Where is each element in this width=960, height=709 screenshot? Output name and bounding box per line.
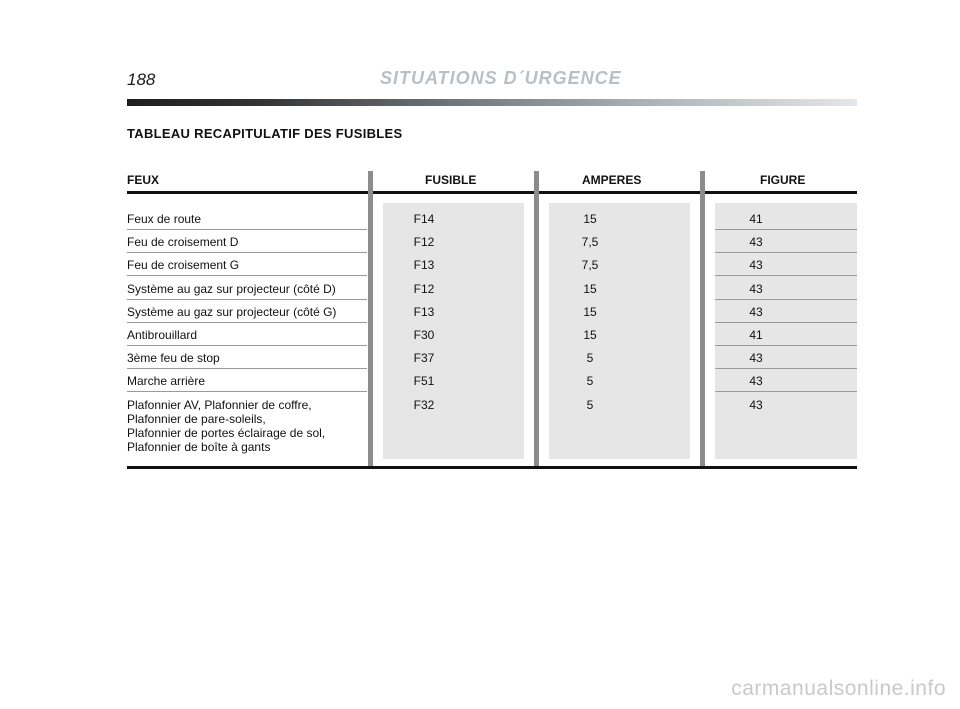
feux-line: Plafonnier de portes éclairage de sol,	[127, 425, 326, 440]
fusible-cell: F14	[413, 212, 435, 226]
figure-cell: 41	[749, 328, 763, 342]
column-divider	[700, 171, 705, 468]
feux-line: Marche arrière	[127, 374, 206, 389]
figure-cell: 43	[749, 235, 763, 250]
column-header-feux: FEUX	[127, 173, 160, 187]
feux-cell	[127, 235, 238, 249]
feux-line: Système au gaz sur projecteur (côté G)	[127, 304, 337, 319]
column-divider	[368, 171, 373, 468]
row-separator	[715, 229, 857, 230]
feux-line: Feu de croisement D	[127, 235, 239, 250]
figure-cell: 43	[749, 374, 763, 389]
amperes-cell: 15	[583, 328, 597, 342]
amperes-cell: 7,5	[581, 258, 599, 273]
figure-cell: 43	[749, 397, 763, 412]
row-separator	[127, 229, 367, 230]
row-separator	[127, 299, 367, 300]
amperes-cell: 5	[586, 374, 594, 389]
feux-cell	[127, 374, 205, 388]
fusible-cell: F12	[413, 235, 435, 250]
feux-line: Plafonnier AV, Plafonnier de coffre,	[127, 397, 312, 412]
page-number: 188	[127, 70, 156, 89]
column-header-amperes: AMPERES	[582, 173, 642, 187]
row-separator	[715, 368, 857, 369]
row-separator	[715, 345, 857, 346]
row-separator	[715, 275, 857, 276]
amperes-cell: 15	[583, 304, 597, 319]
row-separator	[127, 322, 367, 323]
table-bottom-rule	[127, 466, 857, 469]
feux-line: Feux de route	[127, 212, 202, 226]
feux-line: 3ème feu de stop	[127, 351, 220, 366]
figure-cell: 41	[749, 212, 763, 226]
amperes-cell: 7,5	[581, 235, 599, 250]
row-separator	[127, 252, 367, 253]
column-divider	[534, 171, 539, 468]
row-separator	[127, 275, 367, 276]
feux-cell	[127, 305, 336, 319]
figure-cell: 43	[749, 351, 763, 366]
fusible-cell: F37	[413, 351, 435, 366]
amperes-cell: 15	[583, 281, 597, 296]
row-separator	[715, 299, 857, 300]
feux-line: Système au gaz sur projecteur (côté D)	[127, 281, 336, 296]
row-separator	[127, 368, 367, 369]
feux-cell	[127, 282, 336, 296]
row-separator	[127, 391, 367, 392]
fusible-cell: F30	[413, 328, 435, 342]
table-top-rule	[127, 191, 857, 194]
amperes-cell: 5	[586, 351, 594, 366]
feux-cell	[127, 212, 201, 226]
fusible-cell: F32	[413, 397, 435, 412]
watermark: carmanualsonline.info	[731, 677, 946, 700]
amperes-cell: 15	[583, 212, 597, 226]
fusible-cell: F13	[413, 258, 435, 273]
figure-cell: 43	[749, 258, 763, 273]
fusible-cell: F12	[413, 281, 435, 296]
figure-cell: 43	[749, 304, 763, 319]
row-separator	[715, 252, 857, 253]
section-title: SITUATIONS D´URGENCE	[380, 68, 622, 88]
row-separator	[715, 322, 857, 323]
feux-cell	[127, 258, 239, 272]
amperes-cell: 5	[586, 397, 594, 412]
table-title: TABLEAU RECAPITULATIF DES FUSIBLES	[127, 126, 403, 141]
feux-line: Antibrouillard	[127, 328, 198, 342]
fusible-cell: F51	[413, 374, 435, 389]
figure-cell: 43	[749, 281, 763, 296]
column-header-fusible: FUSIBLE	[425, 173, 477, 187]
feux-line: Feu de croisement G	[127, 258, 240, 273]
feux-cell	[127, 398, 325, 454]
column-header-figure: FIGURE	[760, 173, 806, 187]
header-rule	[127, 99, 857, 106]
feux-line: Plafonnier de pare-soleils,	[127, 411, 266, 426]
row-separator	[715, 391, 857, 392]
fusible-cell: F13	[413, 304, 435, 319]
feux-cell	[127, 351, 220, 365]
feux-line: Plafonnier de boîte à gants	[127, 439, 271, 454]
feux-cell	[127, 328, 197, 342]
row-separator	[127, 345, 367, 346]
